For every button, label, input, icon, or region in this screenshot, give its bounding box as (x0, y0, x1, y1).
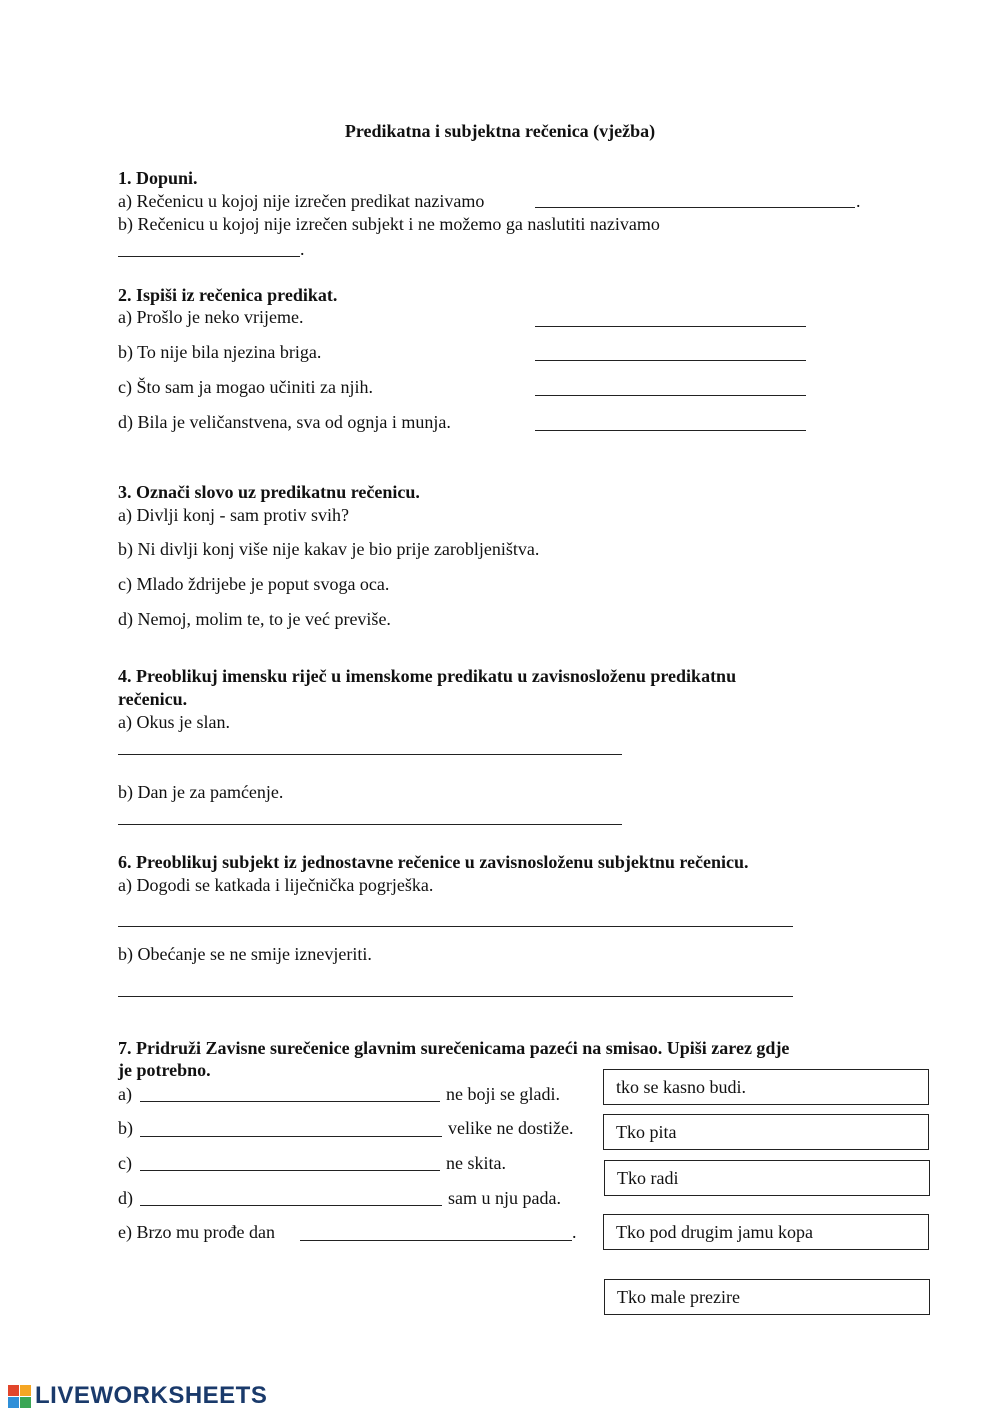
q7-row-a-blank-line (140, 1101, 440, 1102)
q2-item-b: b) To nije bila njezina briga. (118, 342, 322, 362)
q3-option-b[interactable]: b) Ni divlji konj više nije kakav je bio prije zarobljeništva. (118, 539, 540, 559)
q7-option-box[interactable]: Tko pita (603, 1114, 929, 1150)
q7-row-e-blank-line (300, 1240, 572, 1241)
q2-b-answer-input[interactable] (537, 340, 804, 360)
q7-row-b-label: b) (118, 1118, 133, 1138)
q1-heading: 1. Dopuni. (118, 168, 198, 188)
q3-heading: 3. Označi slovo uz predikatnu rečenicu. (118, 482, 420, 502)
q7-row-c-label: c) (118, 1153, 132, 1173)
q1-a-period: . (856, 191, 861, 211)
q1-b-period: . (300, 239, 305, 259)
q2-item-c: c) Što sam ja mogao učiniti za njih. (118, 377, 373, 397)
q3-option-d[interactable]: d) Nemoj, molim te, to je već previše. (118, 609, 391, 629)
q7-row-b-suffix: velike ne dostiže. (448, 1118, 574, 1138)
q7-row-e-drop-input[interactable] (302, 1220, 570, 1240)
q6-heading: 6. Preoblikuj subjekt iz jednostavne rečenice u zavisnosloženu subjektnu rečenicu. (118, 852, 749, 872)
q7-row-c-blank-line (140, 1170, 440, 1171)
q7-option-box[interactable]: Tko radi (604, 1160, 930, 1196)
q4-a-blank-line (118, 754, 622, 755)
q6-b-blank-line (118, 996, 793, 997)
q2-item-d: d) Bila je veličanstvena, sva od ognja i munja. (118, 412, 451, 432)
q7-row-b-blank-line (140, 1136, 442, 1137)
q3-option-a[interactable]: a) Divlji konj - sam protiv svih? (118, 505, 349, 525)
q6-a-blank-line (118, 926, 793, 927)
q4-item-a: a) Okus je slan. (118, 712, 230, 732)
liveworksheets-logo-text: LIVEWORKSHEETS (35, 1382, 268, 1409)
q2-heading: 2. Ispiši iz rečenica predikat. (118, 285, 338, 305)
q7-row-a-suffix: ne boji se gladi. (446, 1084, 560, 1104)
q2-c-answer-input[interactable] (537, 375, 804, 395)
q2-item-a: a) Prošlo je neko vrijeme. (118, 307, 304, 327)
q7-row-d-label: d) (118, 1188, 133, 1208)
q7-option-box[interactable]: Tko male prezire (604, 1279, 930, 1315)
q1-a-answer-input[interactable] (537, 188, 853, 208)
q6-a-answer-input[interactable] (120, 906, 791, 926)
q7-row-d-drop-input[interactable] (142, 1185, 440, 1205)
liveworksheets-logo (8, 1381, 267, 1411)
q2-a-answer-input[interactable] (537, 306, 804, 326)
q2-c-blank-line (535, 395, 806, 396)
q4-heading-line2: rečenicu. (118, 689, 188, 709)
q7-row-b-drop-input[interactable] (142, 1116, 440, 1136)
q1-b-blank-line (118, 256, 300, 257)
q4-heading-line1: 4. Preoblikuj imensku riječ u imenskome predikatu u zavisnosloženu predikatnu (118, 666, 737, 686)
q6-item-a: a) Dogodi se katkada i liječnička pogrješka. (118, 875, 434, 895)
page-title: Predikatna i subjektna rečenica (vježba) (344, 121, 656, 141)
q2-a-blank-line (535, 326, 806, 327)
q4-item-b: b) Dan je za pamćenje. (118, 782, 284, 802)
q2-d-blank-line (535, 430, 806, 431)
q7-row-d-suffix: sam u nju pada. (448, 1188, 561, 1208)
q6-b-answer-input[interactable] (120, 976, 791, 996)
q4-b-answer-input[interactable] (120, 804, 620, 824)
q1-a-text: a) Rečenicu u kojoj nije izrečen predikat nazivamo (118, 191, 485, 211)
q7-heading-line1: 7. Pridruži Zavisne surečenice glavnim surečenicama pazeći na smisao. Upiši zarez gdje (118, 1038, 790, 1058)
q1-b-answer-input[interactable] (120, 236, 298, 256)
liveworksheets-logo-icon (8, 1385, 31, 1408)
q7-row-a-drop-input[interactable] (142, 1081, 438, 1101)
q7-option-box[interactable]: Tko pod drugim jamu kopa (603, 1214, 929, 1250)
q2-b-blank-line (535, 360, 806, 361)
q7-option-box[interactable]: tko se kasno budi. (603, 1069, 929, 1105)
q3-option-c[interactable]: c) Mlado ždrijebe je poput svoga oca. (118, 574, 390, 594)
q7-row-c-drop-input[interactable] (142, 1150, 438, 1170)
q1-b-text: b) Rečenicu u kojoj nije izrečen subjekt i ne možemo ga naslutiti nazivamo (118, 214, 660, 234)
q6-item-b: b) Obećanje se ne smije iznevjeriti. (118, 944, 372, 964)
q7-row-e-suffix: . (572, 1222, 577, 1242)
q7-row-a-label: a) (118, 1084, 132, 1104)
q7-row-d-blank-line (140, 1205, 442, 1206)
q4-a-answer-input[interactable] (120, 734, 620, 754)
q7-row-e-prefix: e) Brzo mu prođe dan (118, 1222, 275, 1242)
q2-d-answer-input[interactable] (537, 410, 804, 430)
q7-heading-line2: je potrebno. (118, 1060, 211, 1080)
q7-row-c-suffix: ne skita. (446, 1153, 506, 1173)
q4-b-blank-line (118, 824, 622, 825)
